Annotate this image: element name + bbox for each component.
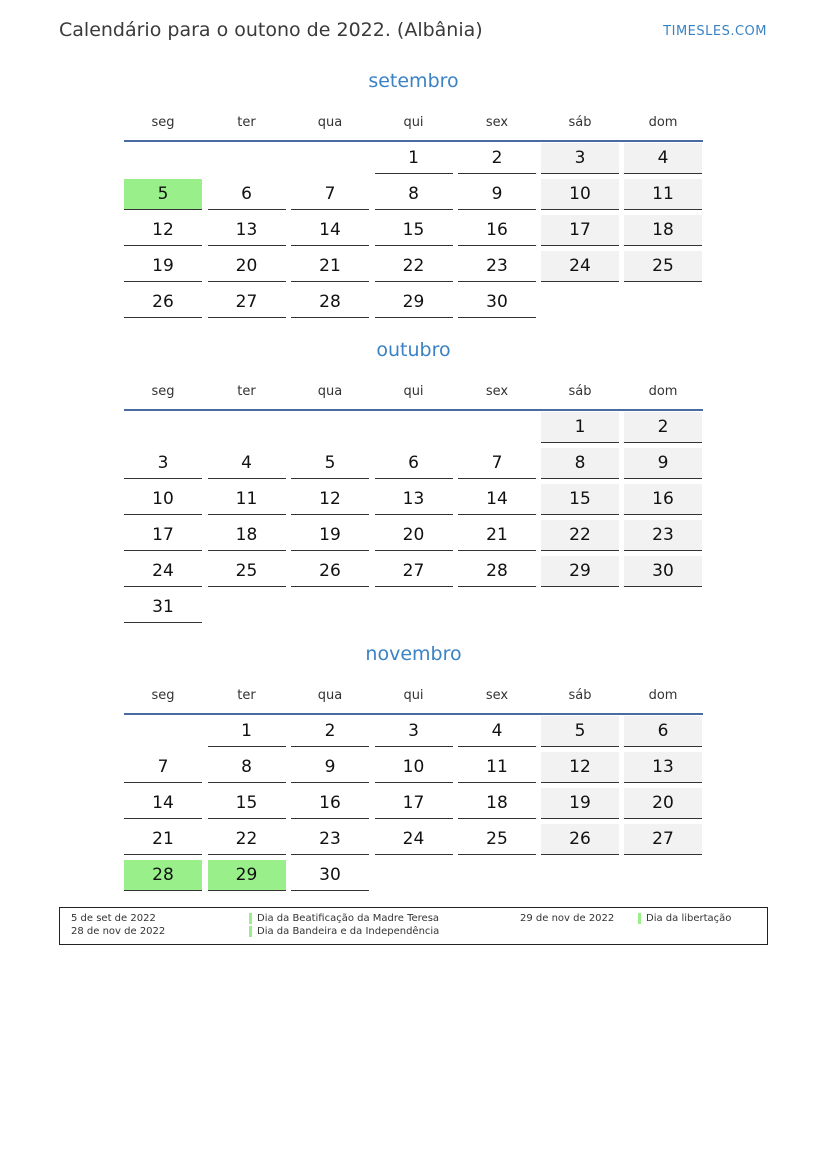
day-cell: 9 <box>291 752 369 783</box>
day-cell: 2 <box>624 412 702 443</box>
day-cell: 3 <box>124 448 202 479</box>
day-cell: 17 <box>375 788 453 819</box>
day-cell: 27 <box>208 287 286 318</box>
day-cell: 21 <box>124 824 202 855</box>
day-cell: 10 <box>124 484 202 515</box>
day-cell: 14 <box>458 484 536 515</box>
day-cell: 18 <box>458 788 536 819</box>
day-cell: 1 <box>208 716 286 747</box>
weekday-label: dom <box>648 688 678 703</box>
day-cell: 16 <box>291 788 369 819</box>
day-cell: 5 <box>291 448 369 479</box>
legend-holiday-name: Dia da libertação <box>638 913 731 924</box>
day-cell: 4 <box>458 716 536 747</box>
day-cell: 7 <box>124 752 202 783</box>
day-cell: 18 <box>208 520 286 551</box>
day-cell: 12 <box>541 752 619 783</box>
month-name: setembro <box>368 70 459 92</box>
day-cell: 22 <box>541 520 619 551</box>
day-cell: 4 <box>208 448 286 479</box>
day-cell: 26 <box>541 824 619 855</box>
day-cell: 10 <box>375 752 453 783</box>
weekday-label: sex <box>485 384 509 399</box>
day-cell: 24 <box>124 556 202 587</box>
day-cell: 8 <box>208 752 286 783</box>
day-cell: 25 <box>624 251 702 282</box>
brand-link[interactable]: TIMESLES.COM <box>663 24 767 39</box>
weekday-label: qui <box>403 115 424 130</box>
weekday-label: ter <box>237 115 256 130</box>
weekday-label: qua <box>317 384 343 399</box>
day-cell: 22 <box>208 824 286 855</box>
month-name: outubro <box>376 339 451 361</box>
weekday-header <box>124 384 703 404</box>
day-cell: 21 <box>458 520 536 551</box>
day-cell: 9 <box>624 448 702 479</box>
day-cell: 16 <box>624 484 702 515</box>
day-cell: 28 <box>291 287 369 318</box>
weekday-header <box>124 688 703 708</box>
day-cell: 27 <box>624 824 702 855</box>
day-cell: 14 <box>291 215 369 246</box>
day-cell: 3 <box>375 716 453 747</box>
day-cell: 22 <box>375 251 453 282</box>
legend-date: 28 de nov de 2022 <box>71 926 166 937</box>
legend-holiday-name: Dia da Bandeira e da Independência <box>249 926 439 937</box>
day-cell: 23 <box>291 824 369 855</box>
day-cell: 31 <box>124 592 202 623</box>
holiday-day-cell: 5 <box>124 179 202 210</box>
day-cell: 6 <box>208 179 286 210</box>
weekday-label: sáb <box>568 384 592 399</box>
page-title: Calendário para o outono de 2022. (Albânia) <box>59 19 483 41</box>
day-cell: 23 <box>458 251 536 282</box>
day-cell: 19 <box>541 788 619 819</box>
day-cell: 1 <box>541 412 619 443</box>
day-cell: 24 <box>541 251 619 282</box>
day-cell: 2 <box>458 143 536 174</box>
day-cell: 13 <box>375 484 453 515</box>
day-cell: 16 <box>458 215 536 246</box>
weekday-label: seg <box>151 688 175 703</box>
weekday-label: sáb <box>568 115 592 130</box>
day-cell: 18 <box>624 215 702 246</box>
day-cell: 12 <box>291 484 369 515</box>
day-cell: 20 <box>375 520 453 551</box>
day-cell: 4 <box>624 143 702 174</box>
weekday-label: qua <box>317 688 343 703</box>
day-cell: 6 <box>624 716 702 747</box>
day-cell: 15 <box>375 215 453 246</box>
header-divider <box>124 140 703 142</box>
day-cell: 1 <box>375 143 453 174</box>
day-cell: 5 <box>541 716 619 747</box>
weekday-label: seg <box>151 384 175 399</box>
weekday-label: dom <box>648 115 678 130</box>
weekday-label: qui <box>403 688 424 703</box>
day-cell: 12 <box>124 215 202 246</box>
legend-date: 5 de set de 2022 <box>71 913 156 924</box>
weekday-label: sáb <box>568 688 592 703</box>
day-cell: 29 <box>541 556 619 587</box>
weekday-label: ter <box>237 688 256 703</box>
day-cell: 3 <box>541 143 619 174</box>
day-cell: 30 <box>291 860 369 891</box>
weekday-label: sex <box>485 115 509 130</box>
day-cell: 29 <box>375 287 453 318</box>
day-cell: 17 <box>124 520 202 551</box>
day-cell: 21 <box>291 251 369 282</box>
header-divider <box>124 713 703 715</box>
weekday-label: qua <box>317 115 343 130</box>
holiday-day-cell: 29 <box>208 860 286 891</box>
day-cell: 26 <box>124 287 202 318</box>
header-divider <box>124 409 703 411</box>
day-cell: 30 <box>624 556 702 587</box>
day-cell: 10 <box>541 179 619 210</box>
holiday-legend <box>59 907 768 945</box>
day-cell: 8 <box>375 179 453 210</box>
day-cell: 9 <box>458 179 536 210</box>
weekday-header <box>124 115 703 135</box>
day-cell: 11 <box>208 484 286 515</box>
weekday-label: seg <box>151 115 175 130</box>
day-cell: 7 <box>291 179 369 210</box>
day-cell: 25 <box>208 556 286 587</box>
day-cell: 20 <box>208 251 286 282</box>
day-cell: 11 <box>458 752 536 783</box>
day-cell: 28 <box>458 556 536 587</box>
day-cell: 13 <box>624 752 702 783</box>
month-name: novembro <box>365 643 462 665</box>
day-cell: 24 <box>375 824 453 855</box>
day-cell: 30 <box>458 287 536 318</box>
day-cell: 8 <box>541 448 619 479</box>
weekday-label: ter <box>237 384 256 399</box>
day-cell: 2 <box>291 716 369 747</box>
weekday-label: sex <box>485 688 509 703</box>
day-cell: 14 <box>124 788 202 819</box>
day-cell: 27 <box>375 556 453 587</box>
day-cell: 26 <box>291 556 369 587</box>
day-cell: 20 <box>624 788 702 819</box>
day-cell: 7 <box>458 448 536 479</box>
day-cell: 11 <box>624 179 702 210</box>
holiday-day-cell: 28 <box>124 860 202 891</box>
day-cell: 15 <box>208 788 286 819</box>
day-cell: 6 <box>375 448 453 479</box>
legend-holiday-name: Dia da Beatificação da Madre Teresa <box>249 913 439 924</box>
day-cell: 19 <box>291 520 369 551</box>
weekday-label: qui <box>403 384 424 399</box>
day-cell: 17 <box>541 215 619 246</box>
day-cell: 23 <box>624 520 702 551</box>
day-cell: 13 <box>208 215 286 246</box>
day-cell: 19 <box>124 251 202 282</box>
day-cell: 15 <box>541 484 619 515</box>
legend-date: 29 de nov de 2022 <box>520 913 615 924</box>
weekday-label: dom <box>648 384 678 399</box>
day-cell: 25 <box>458 824 536 855</box>
